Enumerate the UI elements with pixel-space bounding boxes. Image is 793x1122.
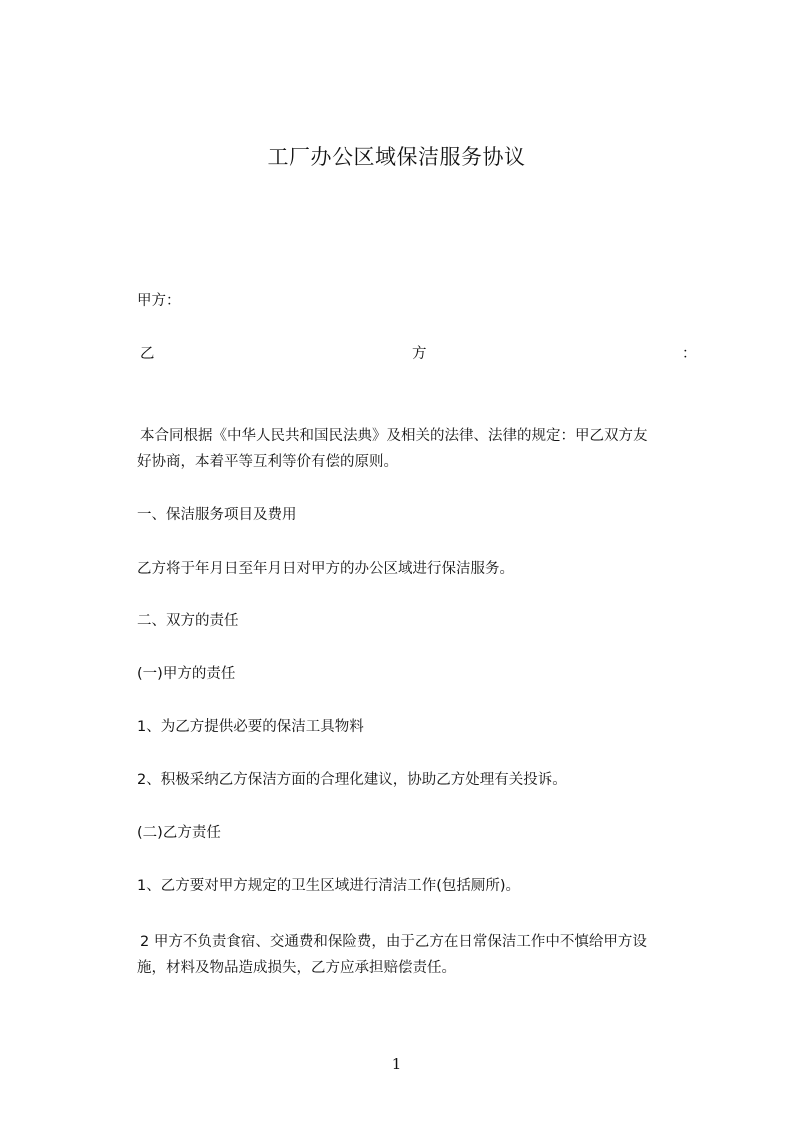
intro-line-2: 好协商，本着平等互利等价有偿的原则。 — [137, 454, 398, 470]
section-1-heading: 一、保洁服务项目及费用 — [137, 507, 297, 523]
party-b-char-2: 方 — [412, 346, 427, 362]
section-2-sub-1-item-2: 2、积极采纳乙方保洁方面的合理化建议，协助乙方处理有关投诉。 — [137, 772, 567, 788]
party-b-char-1: 乙 — [140, 346, 155, 362]
section-1-text: 乙方将于年月日至年月日对甲方的办公区域进行保洁服务。 — [137, 561, 514, 577]
section-2-sub-2-item-2-line-1: 2 甲方不负责食宿、交通费和保险费，由于乙方在日常保洁工作中不慎给甲方设 — [140, 934, 647, 950]
party-a-label: 甲方： — [137, 293, 181, 309]
section-2-heading: 二、双方的责任 — [137, 613, 239, 629]
section-2-sub-2-item-1: 1、乙方要对甲方规定的卫生区域进行清洁工作(包括厕所)。 — [137, 878, 521, 894]
section-2-sub-2-item-2-line-2: 施，材料及物品造成损失，乙方应承担赔偿责任。 — [137, 960, 456, 976]
section-2-sub-2: (二)乙方责任 — [137, 825, 221, 841]
page-number: 1 — [391, 1055, 402, 1073]
document-title: 工厂办公区域保洁服务协议 — [267, 145, 526, 169]
section-2-sub-1-item-1: 1、为乙方提供必要的保洁工具物料 — [137, 719, 364, 735]
party-b-colon: ： — [682, 346, 697, 362]
intro-line-1: 本合同根据《中华人民共和国民法典》及相关的法律、法律的规定：甲乙双方友 — [140, 428, 648, 444]
section-2-sub-1: (一)甲方的责任 — [137, 666, 236, 682]
